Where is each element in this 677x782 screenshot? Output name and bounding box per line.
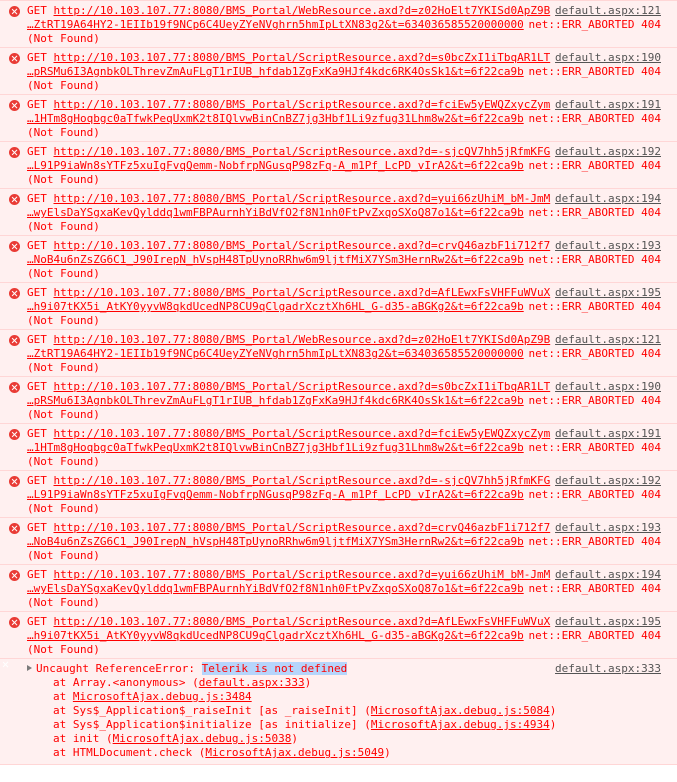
request-method: GET — [27, 145, 47, 158]
status-code: net::ERR_ABORTED 404 — [528, 112, 661, 125]
console-error-entry — [0, 564, 677, 611]
error-icon — [9, 476, 20, 487]
frame-text: at — [53, 690, 73, 703]
request-line-2 — [27, 629, 661, 643]
request-url[interactable]: http://10.103.107.77:8080/BMS_Portal/ScriptResource.axd?d=-sjcQV7hh5jRfmKFG — [53, 145, 551, 158]
request-method: GET — [27, 427, 47, 440]
status-code: net::ERR_ABORTED 404 — [528, 394, 661, 407]
source-link[interactable]: default.aspx:191 — [555, 427, 661, 440]
status-code: net::ERR_ABORTED 404 — [528, 629, 661, 642]
status-text: (Not Found) — [27, 502, 100, 515]
request-method: GET — [27, 521, 47, 534]
request-line — [27, 286, 661, 300]
status-text: (Not Found) — [27, 643, 100, 656]
status-code: net::ERR_ABORTED 404 — [528, 488, 661, 501]
frame-location-link[interactable]: MicrosoftAjax.debug.js:5084 — [370, 704, 550, 717]
request-method: GET — [27, 380, 47, 393]
request-url-continued[interactable]: …wyElsDaYSgxaKevQylddq1wmFBPAurnhYiBdVfO2f8N1nh0FtPvZxqoSXoQ87o1&t=6f22ca9b — [27, 206, 524, 219]
error-icon — [9, 194, 20, 205]
request-url[interactable]: http://10.103.107.77:8080/BMS_Portal/WebResource.axd?d=z02HoElt7YKISd0ApZ9B — [53, 333, 551, 346]
request-line-2 — [27, 582, 661, 596]
request-method: GET — [27, 192, 47, 205]
request-url[interactable]: http://10.103.107.77:8080/BMS_Portal/ScriptResource.axd?d=s0bcZxI1iTbqAR1LT — [53, 51, 551, 64]
error-icon — [9, 241, 20, 252]
status-text: (Not Found) — [27, 408, 100, 421]
request-line — [27, 192, 661, 206]
request-line-2 — [27, 253, 661, 267]
frame-text: at HTMLDocument.check ( — [53, 746, 206, 759]
status-text: (Not Found) — [27, 32, 100, 45]
request-line — [27, 333, 661, 347]
frame-location-link[interactable]: MicrosoftAjax.debug.js:5049 — [205, 746, 385, 759]
request-url[interactable]: http://10.103.107.77:8080/BMS_Portal/ScriptResource.axd?d=AfLEwxFsVHFFuWVuX — [53, 615, 551, 628]
frame-location-link[interactable]: MicrosoftAjax.debug.js:5038 — [112, 732, 292, 745]
error-icon — [9, 570, 20, 581]
request-url[interactable]: http://10.103.107.77:8080/BMS_Portal/ScriptResource.axd?d=crvQ46azbF1i712f7 — [53, 521, 551, 534]
source-link[interactable]: default.aspx:190 — [555, 51, 661, 64]
source-link[interactable]: default.aspx:194 — [555, 568, 661, 581]
request-method: GET — [27, 239, 47, 252]
request-url-continued[interactable]: …pRSMu6I3AgnbkOLThrevZmAuFLgT1rIUB_hfdab1ZgFxKa9HJf4kdc6RK4OsSk1&t=6f22ca9b — [27, 65, 524, 78]
request-url-continued[interactable]: …wyElsDaYSgxaKevQylddq1wmFBPAurnhYiBdVfO2f8N1nh0FtPvZxqoSXoQ87o1&t=6f22ca9b — [27, 582, 524, 595]
request-url-continued[interactable]: …pRSMu6I3AgnbkOLThrevZmAuFLgT1rIUB_hfdab1ZgFxKa9HJf4kdc6RK4OsSk1&t=6f22ca9b — [27, 394, 524, 407]
error-icon — [9, 429, 20, 440]
request-line-2 — [27, 65, 661, 79]
request-url-continued[interactable]: …NoB4u6nZsZG6C1_J90IrepN_hVspH48TpUynoRRhw6m9ljtfMiX7YSm3HernRw2&t=6f22ca9b — [27, 535, 524, 548]
request-line — [27, 51, 661, 65]
request-line — [27, 568, 661, 582]
request-line — [27, 380, 661, 394]
status-code: net::ERR_ABORTED 404 — [528, 535, 661, 548]
error-icon — [9, 617, 20, 628]
request-url-continued[interactable]: …h9i07tKX5i_AtKY0yyvW8qkdUcedNP8CU9qClgadrXcztXh6HL_G-d35-aBGKg2&t=6f22ca9b — [27, 300, 524, 313]
request-url[interactable]: http://10.103.107.77:8080/BMS_Portal/ScriptResource.axd?d=AfLEwxFsVHFFuWVuX — [53, 286, 551, 299]
status-text: (Not Found) — [27, 455, 100, 468]
frame-text-end: ) — [384, 746, 391, 759]
request-line — [27, 521, 661, 535]
request-line — [27, 4, 661, 18]
status-code: net::ERR_ABORTED 404 — [528, 347, 661, 360]
request-line-2 — [27, 488, 661, 502]
console-error-entry — [0, 0, 677, 47]
request-method: GET — [27, 4, 47, 17]
console-error-entry — [0, 235, 677, 282]
status-code: net::ERR_ABORTED 404 — [528, 300, 661, 313]
frame-text-end: ) — [304, 676, 312, 689]
request-line — [27, 427, 661, 441]
console-error-entry — [0, 470, 677, 517]
source-link[interactable]: default.aspx:333 — [555, 662, 661, 675]
source-link[interactable]: default.aspx:190 — [555, 380, 661, 393]
status-text: (Not Found) — [27, 173, 100, 186]
status-text: (Not Found) — [27, 126, 100, 139]
status-code: net::ERR_ABORTED 404 — [528, 253, 661, 266]
console-error-entry — [0, 376, 677, 423]
request-method: GET — [27, 474, 47, 487]
request-url-continued[interactable]: …L91P9iaWn8sYTFz5xuIgFvqQemm-NobfrpNGusqP98zFq-A_m1Pf_LcPD_vIrA2&t=6f22ca9b — [27, 159, 524, 172]
request-line-2 — [27, 535, 661, 549]
frame-location-link[interactable]: MicrosoftAjax.debug.js:4934 — [370, 718, 550, 731]
request-url-continued[interactable]: …1HTm8gHoqbgc0aTfwkPeqUxmK2t8IQlvwBinCnBZ7jg3Hbf1Li9zfug31Lhm8w2&t=6f22ca9b — [27, 441, 524, 454]
console-error-entry — [0, 611, 677, 658]
request-method: GET — [27, 98, 47, 111]
request-line-2 — [27, 347, 661, 361]
request-line — [27, 145, 661, 159]
status-code: net::ERR_ABORTED 404 — [528, 159, 661, 172]
request-url[interactable]: http://10.103.107.77:8080/BMS_Portal/ScriptResource.axd?d=-sjcQV7hh5jRfmKFG — [53, 474, 551, 487]
console-error-entry — [0, 188, 677, 235]
request-line — [27, 474, 661, 488]
frame-text-end: ) — [549, 718, 557, 731]
source-link[interactable]: default.aspx:192 — [555, 145, 661, 158]
request-url[interactable]: http://10.103.107.77:8080/BMS_Portal/WebResource.axd?d=z02HoElt7YKISd0ApZ9B — [53, 4, 551, 17]
status-code: net::ERR_ABORTED 404 — [528, 582, 661, 595]
console-error-entry — [0, 517, 677, 564]
uncaught-exception-entry — [0, 658, 677, 765]
request-line-2 — [27, 112, 661, 126]
request-url[interactable]: http://10.103.107.77:8080/BMS_Portal/ScriptResource.axd?d=crvQ46azbF1i712f7 — [53, 239, 551, 252]
request-line-2 — [27, 441, 661, 455]
status-text: (Not Found) — [27, 361, 100, 374]
source-link[interactable]: default.aspx:193 — [555, 521, 661, 534]
request-url[interactable]: http://10.103.107.77:8080/BMS_Portal/ScriptResource.axd?d=yui66zUhiM_bM-JmM — [53, 192, 551, 205]
error-icon — [9, 288, 20, 299]
request-method: GET — [27, 333, 47, 346]
request-line — [27, 98, 661, 112]
request-method: GET — [27, 51, 47, 64]
exception-header — [27, 662, 661, 676]
exception-prefix: Uncaught ReferenceError: — [36, 662, 202, 675]
request-url-continued[interactable]: …L91P9iaWn8sYTFz5xuIgFvqQemm-NobfrpNGusqP98zFq-A_m1Pf_LcPD_vIrA2&t=6f22ca9b — [27, 488, 524, 501]
source-link[interactable]: default.aspx:121 — [555, 333, 661, 346]
request-line-2 — [27, 394, 661, 408]
request-url[interactable]: http://10.103.107.77:8080/BMS_Portal/ScriptResource.axd?d=fciEw5yEWQZxycZym — [53, 427, 551, 440]
source-link[interactable]: default.aspx:195 — [555, 615, 661, 628]
request-line-2 — [27, 18, 661, 32]
request-line — [27, 615, 661, 629]
source-link[interactable]: default.aspx:193 — [555, 239, 661, 252]
request-url-continued[interactable]: …1HTm8gHoqbgc0aTfwkPeqUxmK2t8IQlvwBinCnBZ7jg3Hbf1Li9zfug31Lhm8w2&t=6f22ca9b — [27, 112, 524, 125]
request-method: GET — [27, 286, 47, 299]
request-url-continued[interactable]: …ZtRT19A64HY2-1EIIb19f9NCp6C4UeyZYeNVghrn5hmIpLtXN83g2&t=634036585520000000 — [27, 347, 524, 360]
request-url-continued[interactable]: …NoB4u6nZsZG6C1_J90IrepN_hVspH48TpUynoRRhw6m9ljtfMiX7YSm3HernRw2&t=6f22ca9b — [27, 253, 524, 266]
stack-frame — [27, 718, 661, 732]
frame-text-end: ) — [549, 704, 557, 717]
frame-text: at Sys$_Application$initialize [as initialize] ( — [53, 718, 371, 731]
console-error-entry — [0, 282, 677, 329]
request-line — [27, 239, 661, 253]
request-url[interactable]: http://10.103.107.77:8080/BMS_Portal/ScriptResource.axd?d=fciEw5yEWQZxycZym — [53, 98, 551, 111]
stack-frame — [27, 704, 661, 718]
request-line-2 — [27, 159, 661, 173]
console-error-entry — [0, 141, 677, 188]
status-text: (Not Found) — [27, 220, 100, 233]
error-icon — [9, 382, 20, 393]
source-link[interactable]: default.aspx:194 — [555, 192, 661, 205]
status-code: net::ERR_ABORTED 404 — [528, 441, 661, 454]
error-icon — [9, 335, 20, 346]
request-url-continued[interactable]: …h9i07tKX5i_AtKY0yyvW8qkdUcedNP8CU9qClgadrXcztXh6HL_G-d35-aBGKg2&t=6f22ca9b — [27, 629, 524, 642]
status-text: (Not Found) — [27, 79, 100, 92]
error-icon — [9, 53, 20, 64]
request-url-continued[interactable]: …ZtRT19A64HY2-1EIIb19f9NCp6C4UeyZYeNVghrn5hmIpLtXN83g2&t=634036585520000000 — [27, 18, 524, 31]
console-error-entry — [0, 47, 677, 94]
stack-frame — [27, 690, 661, 704]
status-text: (Not Found) — [27, 549, 100, 562]
stack-frame — [27, 732, 661, 746]
status-text: (Not Found) — [27, 596, 100, 609]
error-icon — [9, 147, 20, 158]
frame-location-link[interactable]: MicrosoftAjax.debug.js:3484 — [72, 690, 252, 703]
status-code: net::ERR_ABORTED 404 — [528, 65, 661, 78]
stack-frame — [27, 746, 661, 760]
console-error-entry — [0, 423, 677, 470]
request-method: GET — [27, 615, 47, 628]
frame-text: at Sys$_Application$_raiseInit [as _raiseInit] ( — [53, 704, 371, 717]
request-url[interactable]: http://10.103.107.77:8080/BMS_Portal/ScriptResource.axd?d=s0bcZxI1iTbqAR1LT — [53, 380, 551, 393]
console-error-entry — [0, 329, 677, 376]
source-link[interactable]: default.aspx:195 — [555, 286, 661, 299]
request-line-2 — [27, 206, 661, 220]
source-link[interactable]: default.aspx:191 — [555, 98, 661, 111]
exception-message: Telerik is not defined — [201, 662, 348, 675]
source-link[interactable]: default.aspx:192 — [555, 474, 661, 487]
frame-text-end: ) — [291, 732, 299, 745]
source-link[interactable]: default.aspx:121 — [555, 4, 661, 17]
status-code: net::ERR_ABORTED 404 — [528, 18, 661, 31]
stack-frame — [27, 676, 661, 690]
error-icon — [9, 523, 20, 534]
frame-text: at init ( — [53, 732, 113, 745]
expand-triangle-icon[interactable] — [27, 665, 32, 671]
request-url[interactable]: http://10.103.107.77:8080/BMS_Portal/ScriptResource.axd?d=yui66zUhiM_bM-JmM — [53, 568, 551, 581]
status-text: (Not Found) — [27, 267, 100, 280]
status-text: (Not Found) — [27, 314, 100, 327]
request-method: GET — [27, 568, 47, 581]
frame-text: at Array.<anonymous> ( — [53, 676, 199, 689]
console-error-entry — [0, 94, 677, 141]
error-icon — [9, 100, 20, 111]
request-line-2 — [27, 300, 661, 314]
status-code: net::ERR_ABORTED 404 — [528, 206, 661, 219]
error-icon — [9, 6, 20, 17]
frame-location-link[interactable]: default.aspx:333 — [198, 676, 305, 689]
